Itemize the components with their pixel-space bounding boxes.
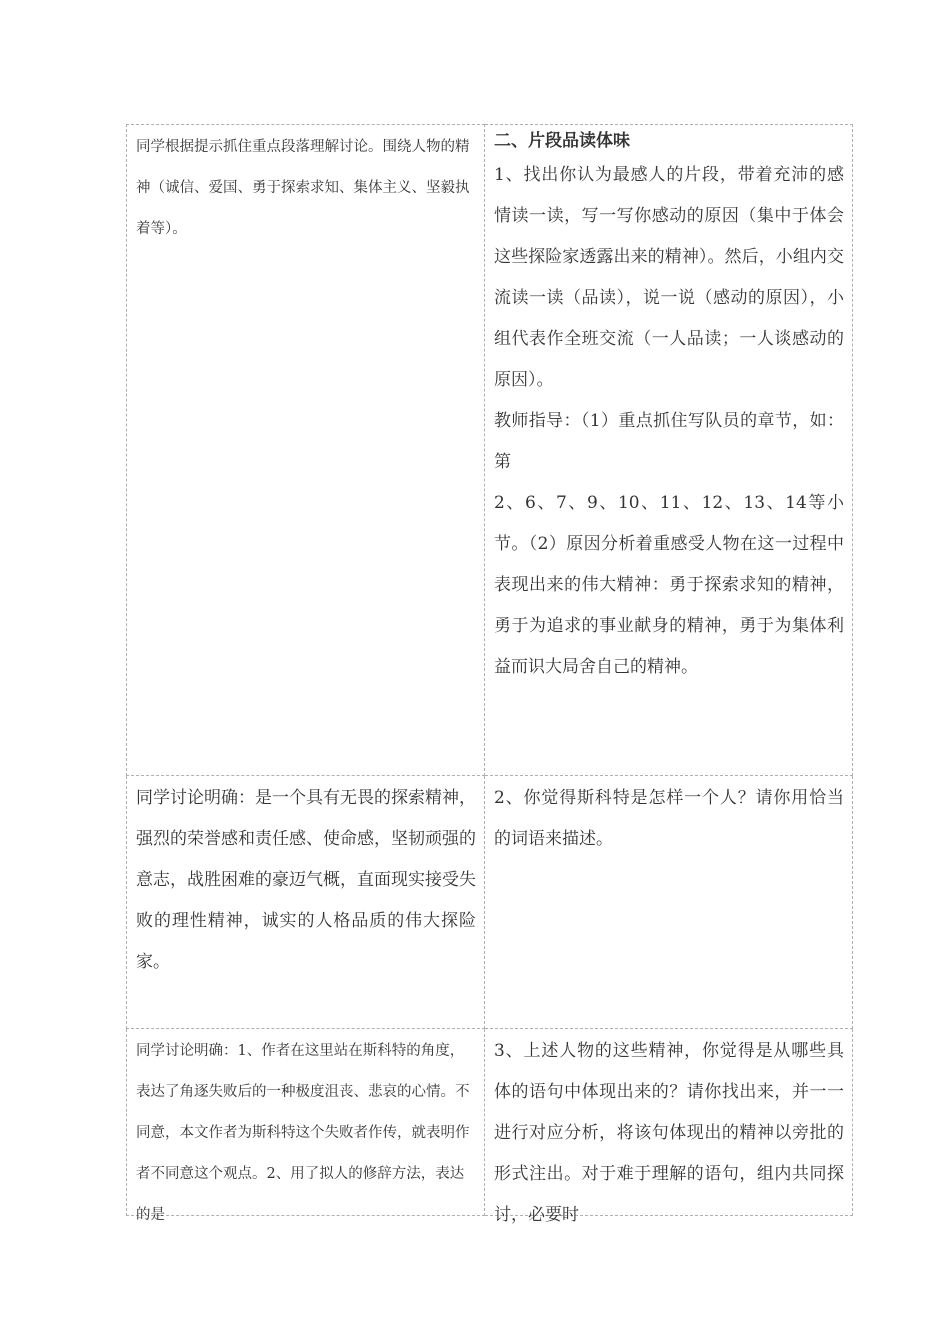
table-cell-right xyxy=(485,776,853,1029)
table-cell-left xyxy=(127,776,485,1029)
task-text: 3、上述人物的这些精神，你觉得是从哪些具体的语句中体现出来的？请你找出来，并一一进行对应分析，将该句体现出的精神以旁批的形式注出。对于难于理解的语句，组内共同探讨，必要时 xyxy=(494,1041,844,1225)
student-discussion-text: 同学讨论明确：是一个具有无畏的探索精神，强烈的荣誉感和责任感、使命感，坚韧顽强的意志，战胜困难的豪迈气概，直面现实接受失败的理性精神，诚实的人格品质的伟大探险家。 xyxy=(136,788,476,972)
student-discussion-text: 同学讨论明确：1、作者在这里站在斯科特的角度，表达了角逐失败后的一种极度沮丧、悲哀的心情。不同意，本文作者为斯科特这个失败者作传，就表明作者不同意这个观点。2、用了拟人的修辞方法，表达的是 xyxy=(136,1043,470,1223)
guidance-detail-text: 2、6、7、9、10、11、12、13、14等小节。（2）原因分析着重感受人物在这一过程中表现出来的伟大精神：勇于探索求知的精神，勇于为追求的事业献身的精神，勇于为集体利益而识大局舍自己的精神。 xyxy=(494,493,844,677)
student-activity-text: 同学根据提示抓住重点段落理解讨论。围绕人物的精神（诚信、爱国、勇于探索求知、集体主义、坚毅执着等）。 xyxy=(136,139,470,237)
table-row xyxy=(127,776,853,1029)
teacher-guidance-text: 教师指导：（1）重点抓住写队员的章节，如：第 xyxy=(494,411,844,472)
table-cell-right xyxy=(485,1029,853,1225)
task-text: 1、找出你认为最感人的片段，带着充沛的感情读一读，写一写你感动的原因（集中于体会这些探险家透露出来的精神）。然后，小组内交流读一读（品读），说一说（感动的原因），小组代表作全班交流（一人品读；一人谈感动的原因）。 xyxy=(494,165,844,390)
table-cell-right xyxy=(485,125,853,776)
table-row xyxy=(127,1029,853,1216)
task-text: 2、你觉得斯科特是怎样一个人？请你用恰当的词语来描述。 xyxy=(494,788,844,849)
section-heading: 二、片段品读体味 xyxy=(494,131,630,151)
lesson-plan-table xyxy=(126,124,853,1225)
table-cell-left xyxy=(127,125,485,776)
table-cell-left xyxy=(127,1029,485,1223)
table-row xyxy=(127,125,853,776)
